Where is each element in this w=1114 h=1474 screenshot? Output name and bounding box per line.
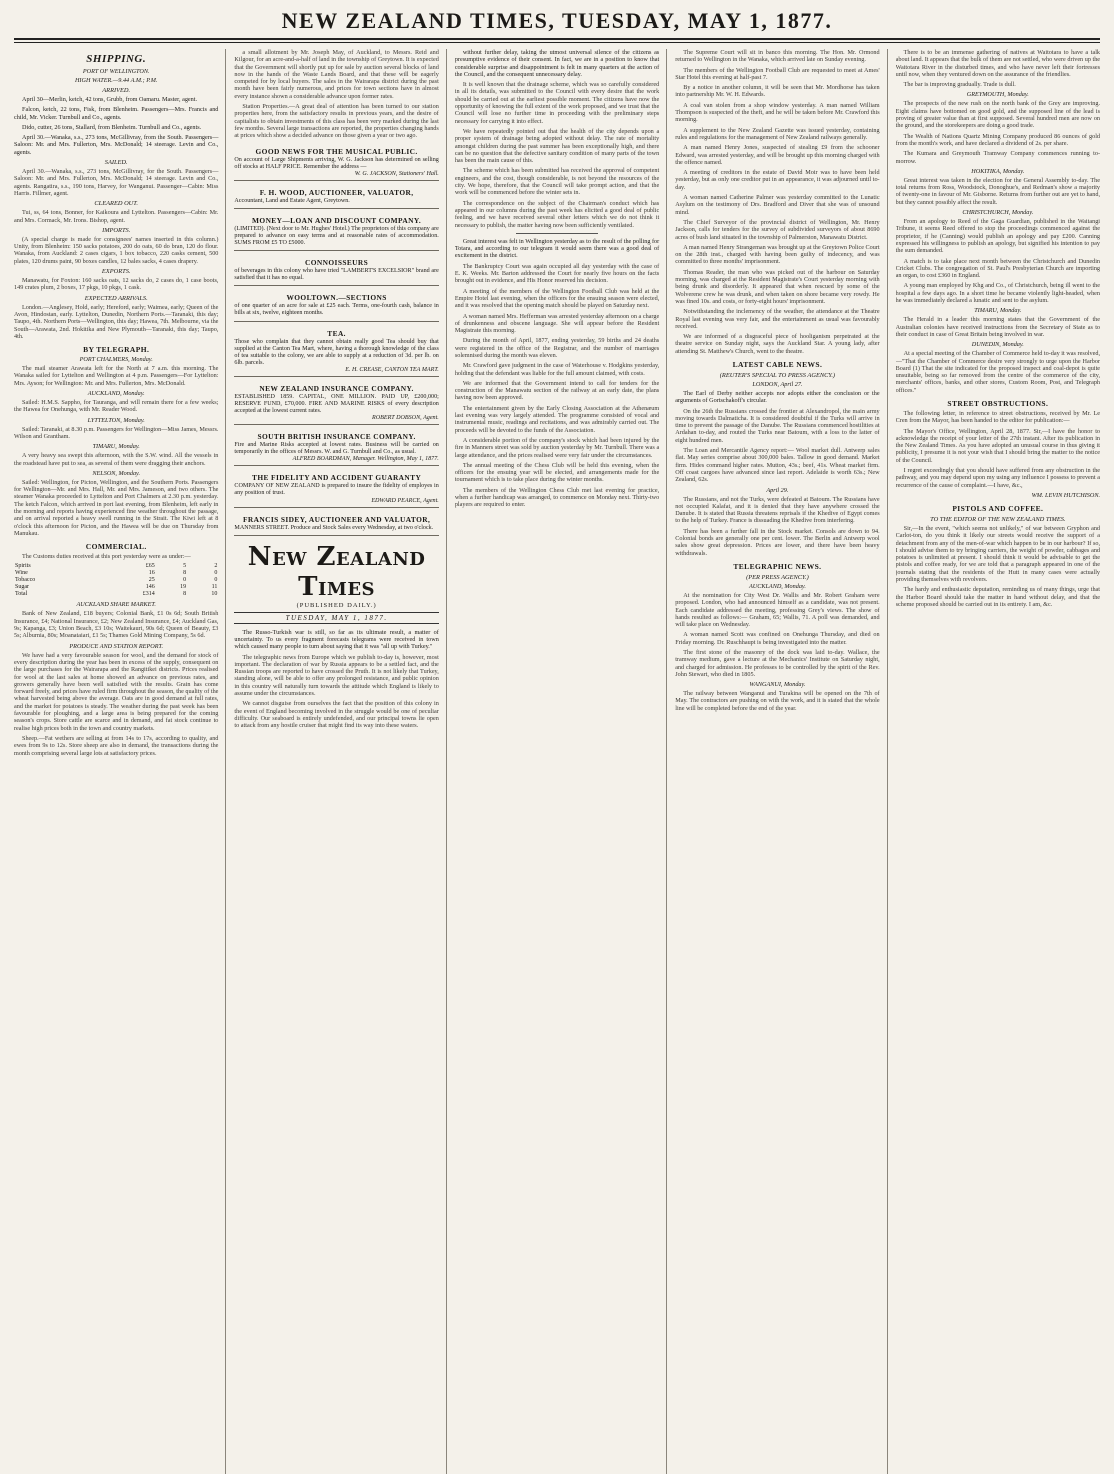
customs-row: Spirits £65 5 2: [15, 563, 218, 570]
ad-signature: ROBERT DOBSON, Agent.: [372, 415, 439, 422]
expected-heading: EXPECTED ARRIVALS.: [84, 294, 148, 302]
ad-body: On account of Large Shipments arriving, W. G. Jackson has determined on selling off stocks at HALF PRICE. Remember the address —: [234, 156, 439, 170]
ad-body: (LIMITED). (Next door to Mr. Hughes' Hotel.) The proprietors of this company are prepared to advance on easy terms and at reasonable rates of accommodation. SUMS FROM £5 TO £5000.: [234, 225, 439, 247]
pistols-sub: TO THE EDITOR OF THE NEW ZEALAND TIMES.: [930, 515, 1066, 523]
auckland-dateline: AUCKLAND, Monday.: [748, 582, 806, 590]
ad-body: Accountant, Land and Estate Agent, Greytown.: [234, 197, 350, 204]
ad-body: ESTABLISHED 1859. CAPITAL, ONE MILLION. PAID UP, £200,000; RESERVE FUND, £70,000. FIRE AND MARINE RISKS of every description accepted at the lowest current rates.: [234, 393, 439, 415]
ad-heading: TEA.: [327, 328, 346, 338]
ad-body: Fire and Marine Risks accepted at lowest rates. Business will be carried on temporarily in the offices of Messrs. W. and G. Turnbull and Co., as usual.: [234, 442, 439, 456]
advertisement: [234, 428, 438, 466]
timaru-place: TIMARU, Monday.: [92, 443, 140, 451]
london-dateline: LONDON, April 27.: [752, 380, 803, 388]
ad-heading: THE FIDELITY AND ACCIDENT GUARANTY: [251, 473, 422, 483]
ad-heading: NEW ZEALAND INSURANCE COMPANY.: [259, 383, 414, 393]
ad-body: MANNERS STREET. Produce and Stock Sales every Wednesday, at two o'clock.: [234, 524, 434, 531]
advertisement: [234, 469, 438, 507]
customs-row: Sugar 146 19 11: [15, 584, 218, 591]
ad-signature: E. H. CREASE, CANTON TEA MART.: [345, 366, 439, 373]
cable-text: The Earl of Derby neither accepts nor adopts either the conclusion or the arguments of Gortschakoff's circular.: [675, 389, 880, 405]
arrived-entry: April 30—Merlin, ketch, 42 tons, Grubb, from Oamaru. Master, agent.: [22, 96, 198, 103]
letter-signature: WM. LEVIN HUTCHISON.: [1031, 491, 1101, 499]
tide-line: HIGH WATER.—9.44 A.M.; P.M.: [74, 77, 158, 84]
customs-row: Wine 16 8 0: [15, 570, 218, 577]
advertisement: [234, 511, 438, 536]
produce-heading: PRODUCE AND STATION REPORT.: [69, 642, 164, 650]
masthead: NEW ZEALAND TIMES, TUESDAY, MAY 1, 1877.: [281, 8, 833, 33]
ad-heading: F. H. WOOD, AUCTIONEER, VALUATOR,: [259, 187, 414, 197]
lyttelton-place: LYTTELTON, Monday.: [87, 416, 145, 424]
auckland-place: AUCKLAND, Monday.: [87, 390, 145, 398]
telegraphic-sub: (PER PRESS AGENCY.): [746, 573, 809, 581]
ad-body: of beverages in this colony who have tried "LAMBERT'S EXCELSIOR" brand are satisfied that it has no equal.: [234, 268, 439, 282]
ad-heading: FRANCIS SIDEY, AUCTIONEER AND VALUATOR,: [242, 514, 431, 524]
paper-title: New Zealand Times: [247, 541, 426, 602]
columns: [14, 49, 1100, 1474]
dateline: TUESDAY, MAY 1, 1877.: [234, 612, 438, 624]
telegraphic-heading: TELEGRAPHIC NEWS.: [733, 561, 822, 571]
ad-signature: ALFRED BOARDMAN, Manager. Wellington, May 1, 1877.: [292, 456, 439, 463]
share-market-heading: AUCKLAND SHARE MARKET.: [76, 601, 156, 609]
column-advertisements: a small allotment by Mr. Joseph May, of Auckland, to Messrs. Reid and Kilgour, for an acre-and-a-half of land in the township of Greytown. It is expected that the Government will shortly put up for sale by auction several blocks of land now in the hands of the Waste Lands Board, and that these will be eagerly competed for by local buyers. The sales in the Wairarapa district during the past month have been fairly numerous, and prices for town sections have in almost every instance shown a considerable advance upon former rates. Station Properties.—A great deal of attention has been turned to our station properties here, from the satisfactory results in previous years, and the desire of capitalists to obtain investments of this class has been very marked during the last few months. Several large transactions are reported, the properties changing hands at prices which show a decided advance on those given a year or two ago. GOOD NEWS FOR THE MUSICAL PUBLIC. On account of Large Shipments arriving, W. G. Jackson has determined on selling off stocks at HALF PRICE. Remember the address — W. G. JACKSON, Stationers' Hall. F. H. WOOD, AUCTIONEER, VALUATOR, Accountant, Land and Estate Agent, Greytown. MONEY—LOAN AND DISCOUNT COMPANY. (LIMITED). (Next door to Mr. Hughes' Hotel.) The proprietors of this company are prepared to advance on easy terms and at reasonable rates of accommodation. SUMS FROM £5 TO £5000. CONNOISSEURS of beverages in this colony who have tried "LAMBERT'S EXCELSIOR" brand are satisfied that it has no equal. WOOLTOWN.—SECTIONS of one quarter of an acre for sale at £25 each. Terms, one-fourth cash, balance in bills at six, twelve, eighteen months. TEA. Those who complain that they cannot obtain really good Tea should buy that supplied at the Canton Tea Mart, where, having a thorough knowledge of the class of tea suitable to the colony, we are able to supply at a reduction of 3d. per lb. on 6lb. parcels. E. H. CREASE, CANTON TEA MART. NEW ZEALAND INSURANCE COMPANY. ESTABLISHED 1859. CAPITAL, ONE MILLION. PAID UP, £200,000; RESERVE FUND, £70,000. FIRE AND MARINE RISKS of every description accepted at the lowest current rates. ROBERT DOBSON, Agent. SOUTH BRITISH INSURANCE COMPANY. Fire and Marine Risks accepted at lowest rates. Business will be carried on temporarily in the offices of Messrs. W. and G. Turnbull and Co., as usual. ALFRED BOARDMAN, Manager. Wellington, May 1, 1877. THE FIDELITY AND ACCIDENT GUARANTY COMPANY OF NEW ZEALAND is prepared to insure the fidelity of employes in any position of trust. EDWARD PEARCE, Agent. FRANCIS SIDEY, AUCTIONEER AND VALUATOR, MANNERS STREET. Produce and Stock Sales every Wednesday, at two o'clock. New Zealand Times (PUBLISHED DAILY.) TUESDAY, MAY 1, 1877. The Russo-Turkish war is still, so far as its ultimate result, a matter of uncertainty. To us every fragment forecasts telegrams were received in town which caused many people to turn about saying that it was "all up with Turkey." The telegraphic news from Europe which we publish to-day is, however, most important. The declaration of war by Russia appears to be a settled fact, and the Russian troops are reported to have crossed the Pruth. It is not likely that Turkey, standing alone, will be able to offer any prolonged resistance, and public opinion in this country will naturally turn towards the attitude which England is likely to assume under the circumstances. We cannot disguise from ourselves the fact that the position of this colony in the event of England becoming involved in the struggle would be one of peculiar difficulty. Our seaboard is entirely undefended, and our principal towns lie open to attack from any hostile cruiser that might find its way into these waters.: [234, 49, 446, 1474]
arrived-heading: ARRIVED.: [102, 87, 131, 94]
ad-body: COMPANY OF NEW ZEALAND is prepared to insure the fidelity of employes in any position of trust.: [234, 483, 439, 497]
ad-heading: GOOD NEWS FOR THE MUSICAL PUBLIC.: [255, 146, 418, 156]
advertisement: [234, 184, 438, 209]
telegraph-place: PORT CHALMERS, Monday.: [79, 356, 153, 364]
obstructions-heading: STREET OBSTRUCTIONS.: [947, 398, 1049, 408]
ad-signature: W. G. JACKSON, Stationers' Hall.: [354, 170, 439, 177]
ad-heading: WOOLTOWN.—SECTIONS: [286, 293, 387, 303]
ad-body: of one quarter of an acre for sale at £25 each. Terms, one-fourth cash, balance in bills at six, twelve, eighteen months.: [234, 303, 439, 317]
ad-heading: CONNOISSEURS: [305, 258, 369, 268]
column-news: The Supreme Court will sit in banco this morning. The Hon. Mr. Ormond returned to Wellington in the Wanaka, which arrived late on Sunday evening. The members of the Wellington Football Club are requested to meet at Ames' Star Hotel this evening at half-past 7. By a notice in another column, it will be seen that Mr. Mordhorse has taken into partnership Mr. W. H. Edwards. A coal van stolen from a shop window yesterday. A man named William Thompson is suspected of the theft, and he will be taken before Mr. Crawford this morning. A supplement to the New Zealand Gazette was issued yesterday, containing rules and regulations for the management of New Zealand railways generally. A man named Henry Jones, suspected of stealing £9 from the schooner Edward, was arrested yesterday, and will be brought up this morning charged with the offence named. A meeting of creditors in the estate of David Moir was to have been held yesterday, but as only one creditor put in an appearance, it was adjourned until to-day. A woman named Catherine Palmer was yesterday committed to the Lunatic Asylum on the testimony of Drs. Bradford and Diver that she was of unsound mind. The Chief Surveyor of the provincial district of Wellington, Mr. Henry Jackson, calls for tenders for the survey of subdivided surveyors of about 8690 acres of bush land situated in the township of Palmerston, Manawatu District. A man named Henry Strangeman was brought up at the Greytown Police Court on the 28th inst., charged with having been guilty of indecency, and was committed to three months' imprisonment. Thomas Reader, the man who was picked out of the harbour on Saturday morning, was charged at the Resident Magistrate's Court yesterday morning with being drunk and disorderly. It appeared that when rescued by some of the Wolverene crew he was drunk, and when taken on shore became very rowdy. He was fined 10s. and costs, or forty-eight hours' imprisonment. Notwithstanding the inclemency of the weather, the attendance at the Theatre Royal last evening was very fair, and the entertainment as usual was favourably received. We are informed of a disgraceful piece of hooliganism perpetrated at the theatre service on Sunday night, says the Auckland Star. A young lady, after attending St. Matthew's Church, went to the theatre. LATEST CABLE NEWS. (REUTER'S SPECIAL TO PRESS AGENCY.) LONDON, April 27. The Earl of Derby neither accepts nor adopts either the conclusion or the arguments of Gortschakoff's circular. On the 26th the Russians crossed the frontier at Alexandropol, the main army moving towards Dalmaticha. It is considered doubtful if the Turks will arrive in time to prevent the passage of the Danube. The Russians commenced hostilities at Ardahan to-day, and routed the Turks near Batoum, with a loss to the latter of eight hundred men. The Loan and Mercantile Agency report:— Wool market dull. Antwerp sales flat. May series comprise about 300,000 bales. Tallow in good demand. Market firm. Hides command higher rates. Mutton, 43s.; beef, 41s. Wheat market firm. Off coast cargoes have advanced since last report. Adelaide is worth 63s.; New Zealand, 62s. April 29. The Russians, and not the Turks, were defeated at Batoum. The Russians have not occupied Kalafat, and it is denied that they have anywhere crossed the Danube. It is stated that Russia threatens reprisals if the Khedive of Egypt comes to the help of Turkey. France is dissuading the Khedive from interfering. There has been a further fall in the Stock market. Consols are down to 94. Colonial bonds are generally one per cent. lower. The Berlin and Antwerp wool sales show great depression. Prices are lower, and there have been heavy withdrawals. TELEGRAPHIC NEWS. (PER PRESS AGENCY.) AUCKLAND, Monday. At the nomination for City West Dr. Wallis and Mr. Robert Graham were proposed. London, who had announced himself as a candidate, was not present. Each candidate addressed the meeting, professing Grey's views. The show of hands resulted as follows:— Graham, 65; Wallis, 71. A poll was demanded, and will take place on Wednesday. A woman named Scott was confined on Onehunga Thursday, and died on Friday morning. Dr. Ruschhaupt is being investigated into the matter. The first stone of the masonry of the dock was laid to-day. Wallace, the tramway medium, gave a lecture at the Mechanics' Institute on Saturday night, and charged for admission. He professes to be controlled by the spirit of the Rev. John Stewart, who died in 1805. WANGANUI, Monday. The railway between Wanganui and Turakina will be opened on the 7th of May. The contractors are pushing on with the work, and it is stated that the whole line will be completed before the end of the year.: [675, 49, 887, 1474]
pistols-heading: PISTOLS AND COFFEE.: [952, 503, 1044, 513]
customs-row: Tobacco 25 0 0: [15, 577, 218, 584]
customs-row: Total £314 8 10: [15, 591, 218, 598]
arrived-entry: April 30.—Wanaka, s.s., 273 tons, McGillivray, from the South. Passengers—Saloon: Mr. and Mrs. Fullerton, Mrs. McDonald; 14 steerage. Levin and Co., agents.: [14, 134, 219, 156]
customs-table: [14, 563, 218, 598]
imports-heading: IMPORTS.: [102, 226, 131, 234]
paper-subtitle: (PUBLISHED DAILY.): [296, 601, 377, 609]
advertisement: [234, 325, 438, 377]
ad-body: Those who complain that they cannot obtain really good Tea should buy that supplied at the Canton Tea Mart, where, having a thorough knowledge of the class of tea suitable to the colony, we are able to supply at a reduction of 3d. per lb. on 6lb. parcels.: [234, 338, 439, 366]
local-news: Great interest was felt in Wellington yesterday as to the result of the polling for Totara, and according to our telegram it would seem there was a good deal of excitement in the district.: [454, 237, 660, 260]
ad-signature: EDWARD PEARCE, Agent.: [371, 497, 439, 504]
commercial-heading: COMMERCIAL.: [85, 542, 147, 552]
ad-heading: MONEY—LOAN AND DISCOUNT COMPANY.: [252, 215, 422, 225]
advertisement: [234, 143, 438, 181]
advertisement: [234, 289, 438, 321]
nelson-place: NELSON, Monday.: [92, 469, 141, 477]
advertisement: [234, 254, 438, 286]
sailed-heading: SAILED.: [104, 159, 128, 167]
exports-heading: EXPORTS.: [101, 268, 131, 276]
telegraph-heading: BY TELEGRAPH.: [83, 345, 150, 355]
editorial-opening: The Russo-Turkish war is still, so far as its ultimate result, a matter of uncertainty. To us every fragment forecasts telegrams were received in town which caused many people to turn about saying that it was "all up with Turkey.": [234, 628, 439, 651]
section-divider: [516, 233, 598, 234]
arrived-entry: Falcon, ketch, 22 tons, Fisk, from Blenheim. Passengers—Mrs. Francis and child, Mr. Vicker. Turnbull and Co., agents.: [14, 106, 219, 121]
masthead-rule: [14, 38, 1100, 43]
advertisement: [234, 380, 438, 425]
column-correspondence: There is to be an immense gathering of natives at Waitotara to have a talk about land. It appears that the bulk of them are not settled, who were driven up the Waitotara River in the disturbed times, and who have never left their fortresses until now, when they ventured down on the assurance of the friendlies. The bar is improving gradually. Trade is dull. GREYMOUTH, Monday. The prospects of the new rush on the north bank of the Grey are improving. Eight claims have bottomed on good gold, and the supposed line of the lead is proving of greater value than at first supposed. Several hundred men are now on the ground, and the storekeepers are doing a good trade. The Wealth of Nations Quartz Mining Company produced 86 ounces of gold from the month's work, and have declared a dividend of 2s. per share. The Kumara and Greymouth Tramway Company commences running to-morrow. HOKITIKA, Monday. Great interest was taken in the election for the General Assembly to-day. The total returns from Ross, Woodstock, Donoghue's, and Redman's show a majority of twenty-one in favour of Mr. Gisborne. Returns from further out are yet to hand, but they cannot possibly affect the result. CHRISTCHURCH, Monday. From an apology to Reed of the Gaga Guardian, published in the Waitangi Tribune, it seems Reed offered to stop the proceedings commenced against the proprietor, if he (Canning) would publish an apology and pay £200. Canning expressed his willingness to publish an apology, but signified his intention to pay the sum demanded. A match is to take place next month between the Christchurch and Dunedin Cricket Clubs. The congregation of St. Paul's Presbyterian Church are importing an organ, to cost £360 in England. A young man employed by Khg and Co., of Christchurch, being ill went to the hospital a few days ago. In a short time he became violently light-headed, when he was immediately declared a lunatic and sent to the asylum. TIMARU, Monday. The Herald in a leader this morning states that the Government of the Australian colonies have received instructions from the Secretary of State as to their conduct in case of Great Britain being involved in war. DUNEDIN, Monday. At a special meeting of the Chamber of Commerce held to-day it was resolved,—"That the Chamber of Commerce desire very strongly to urge upon the Harbor Board (1) That the site indicated for the proposed inspect and coal-depot is quite unsuitable, being so far removed from the centre of the commerce of the city, merchants' offices, banks, and other stores, Custom Room, Post, and Telegraph offices." STREET OBSTRUCTIONS. The following letter, in reference to street obstructions, received by Mr. Le Cren from the Mayor, has been handed to the editor for publication:— The Mayor's Office, Wellington, April 28, 1877. Sir,—I have the honor to acknowledge the receipt of your letter of the 27th instant. After its publication in the New Zealand Times. As you have adopted an unusual course in thus giving it publicity, I presume it is not your wish that I should bring the matter to the notice of the Council. I regret exceedingly that you should have suffered from any obstruction in the pathway, and you may depend upon my using any influence I possess to prevent a recurrence of the cause of complaint.—I have, &c., WM. LEVIN HUTCHISON. PISTOLS AND COFFEE. TO THE EDITOR OF THE NEW ZEALAND TIMES. Sir,—In the event, "which seems not unlikely," of war between Gryphon and Carlot-ton, do you think it likely our streets would receive the support of a detachment from any of the men-of-war which happen to be in our harbour? If so, I should advise them to try bringing carriers, the weight of powder, cabbages and potatoes is unlimited at present. I should think it would be advisable to get the pistols and coffee ready, for we are told that a paragraph appeared in one of the journals stating that the residents of the Hutt in many cases were actually providing themselves with revolvers. The hardy and enthusiastic deputation, reminding us of many things, urge that the Harbor Board should take the matter in hand without delay, and that the scheme proposed should be carried out in its entirety. I am, &c.: [895, 49, 1101, 608]
latest-cable-heading: LATEST CABLE NEWS.: [732, 359, 823, 369]
advertisement: [234, 212, 438, 251]
latest-cable-sub: (REUTER'S SPECIAL TO PRESS AGENCY.): [719, 371, 836, 379]
editorial-continued: without further delay, taking the utmost universal silence of the citizens as presumptive evidence of their consent. In fact, we are in a position to know that considerable surprise and disappointment is felt in many quarters at the action of the Council, and the consequent unnecessary delay.: [454, 49, 660, 78]
port-heading: PORT OF WELLINGTON.: [82, 68, 150, 75]
shipping-heading: SHIPPING.: [86, 53, 147, 65]
ad-heading: SOUTH BRITISH INSURANCE COMPANY.: [257, 432, 416, 442]
column-editorial: without further delay, taking the utmost universal silence of the citizens as presumptive evidence of their consent. In fact, we are in a position to know that considerable surprise and disappointment is felt in many quarters at the action of the Council, and the consequent unnecessary delay. It is well known that the drainage scheme, which was so carefully considered in all its details, was submitted to the Council with every desire that the work should be carried out at the earliest possible moment. The citizens have now the opportunity of knowing the full extent of the work proposed, and we trust that the Council will lose no further time in proceeding with the preliminary steps necessary for carrying it into effect. We have repeatedly pointed out that the health of the city depends upon a proper system of drainage being adopted without delay. The rate of mortality amongst children during the past summer has been exceptionally high, and there can be no question that the defective sanitary condition of many parts of the town has been the main cause of this. The scheme which has been submitted has received the approval of competent engineers, and the cost, though considerable, is not beyond the resources of the city. We hope, therefore, that the Council will take prompt action, and that the work will be commenced before the winter sets in. The correspondence on the subject of the Chairman's conduct which has appeared in our columns during the past week has elicited a good deal of public feeling, and we have received several other letters which we do not think it necessary to publish, the matter having now been sufficiently ventilated. Great interest was felt in Wellington yesterday as to the result of the polling for Totara, and according to our telegram it would seem there was a good deal of excitement in the district. The Bankruptcy Court was again occupied all day yesterday with the case of E. K. Weeks. Mr. Barton addressed the Court for nearly five hours on the facts brought out in evidence, and His Honor reserved his decision. A meeting of the members of the Wellington Football Club was held at the Empire Hotel last evening, when the officers for the ensuing season were elected, and it was resolved that the opening match should be played on Saturday next. A woman named Mrs. Hefferman was arrested yesterday afternoon on a charge of drunkenness and obscene language. She will appear before the Resident Magistrate this morning. During the month of April, 1877, ending yesterday, 59 births and 24 deaths were registered in the office of the Registrar, and the number of marriages solemnised during the month was eleven. Mr. Crawford gave judgment in the case of Waterhouse v. Hodgkins yesterday, holding that the defendant was liable for the full amount claimed, with costs. We are informed that the Government intend to call for tenders for the construction of the Manawatu section of the railway at an early date, the plans having now been approved. The entertainment given by the Early Closing Association at the Athenæum last evening was very largely attended. The programme consisted of vocal and instrumental music, readings and recitations, and was admirably carried out. The proceeds will be devoted to the funds of the Association. A considerable portion of the company's stock which had been injured by the fire in Manners street was sold by auction yesterday by Mr. Turnbull. There was a large attendance, and the prices realised were very fair under the circumstances. The annual meeting of the Chess Club will be held this evening, when the officers for the ensuing year will be elected, and arrangements made for the tournament which is to take place during the winter months. The members of the Wellington Chess Club met last evening for practice, when a further handicap was arranged, to commence on Monday next. Thirty-two players are required to enter.: [455, 49, 667, 1474]
column-shipping: SHIPPING. PORT OF WELLINGTON. HIGH WATER.—9.44 A.M.; P.M. ARRIVED. April 30—Merlin, ketch, 42 tons, Grubb, from Oamaru. Master, agent. Falcon, ketch, 22 tons, Fisk, from Blenheim. Passengers—Mrs. Francis and child, Mr. Vicker. Turnbull and Co., agents. Dido, cutter, 26 tons, Stallard, from Blenheim. Turnbull and Co., agents. April 30.—Wanaka, s.s., 273 tons, McGillivray, from the South. Passengers—Saloon: Mr. and Mrs. Fullerton, Mrs. McDonald; 14 steerage. Levin and Co., agents. SAILED. April 30.—Wanaka, s.s., 273 tons, McGillivray, for the South. Passengers—Saloon: Mr. and Mrs. Fullerton, Mrs. McDonald; 14 steerage. Levin and Co., agents. Rangatira, s.s., 190 tons, Harvey, for Wanganui. Passenger—Cabin: Miss Harris. Fillmer, agent. CLEARED OUT. Tui, ss, 64 tons, Bonner, for Kaikoura and Lyttelton. Passengers—Cabin: Mr. and Mrs. Cormack, Mr. Irons. Bishop, agent. IMPORTS. (A special charge is made for consignees' names inserted in this column.) Unity, from Blenheim: 150 sacks potatoes, 200 do oats, 60 do bran, 120 do flour. Wanaka, from Auckland: 2 cases cigars, 1 box tobacco, 220 casks cement, 500 plates, 120 drums paint, 90 boxes candles, 12 bales sacks, 4 cases drapery. EXPORTS. Manawatu, for Foxton: 160 sacks oats, 12 sacks do, 2 cases do, 1 case boots, 149 crates plum, 2 boxes, 17 pkgs, 10 pkgs, 1 cask. EXPECTED ARRIVALS. London.—Anglesey, Hold, early; Hereford, early; Waimea, early; Queen of the Avon, Hindostan, early. Lyttelton, Dunedin, Northern Ports.—Taranaki, this day; Taupo, 4th. Northern Ports—Wellington, this day; Hawea, 7th. Melbourne, via the South—Arawata, 2nd. Hokitika and New Plymouth—Taranaki, this day; Taupo, 4th. BY TELEGRAPH. PORT CHALMERS, Monday. The mail steamer Arawata left for the North at 7 a.m. this morning. The Wanaka sailed for Lyttelton and Wellington at 4 p.m. Passengers—For Lyttelton: Mrs. Ayson; for Wellington: Mr. and Mrs. Fullerton, Mrs. McDonald. AUCKLAND, Monday. Sailed: H.M.S. Sappho, for Tauranga, and will remain there for a few weeks; the Hawea for Onehunga, with Mr. Reader Wood. LYTTELTON, Monday. Sailed: Taranaki, at 8.30 p.m. Passengers for Wellington—Miss James, Messrs. Wilson and Grantham. TIMARU, Monday. A very heavy sea swept this afternoon, with the S.W. wind. All the vessels in the roadstead have put to sea, as several of them were dragging their anchors. NELSON, Monday. Sailed: Wellington, for Picton, Wellington, and the Southern Ports. Passengers for Wellington—Mr. and Mrs. Hall, Mr. and Mrs. Jameson, and two others. The steamer Wanaka proceeded to Lyttelton and Port Chalmers at 2.30 p.m. yesterday. The ketch Falcon, which arrived in port last evening, from Blenheim, left early in the morning and reports having experienced fine weather throughout the passage, and on arrival reported a heavy swell running in the Strait. The Kiwi left at 8 o'clock this afternoon for Picton, and the Hawea will be due on Thursday from Manukau. COMMERCIAL. The Customs duties received at this port yesterday were as under:— Spirits £65 5 2 Wine 16 8 0 Tobacco 25 0 0 Sugar 146 19 11 Total £314 8 10 AUCKLAND SHARE MARKET. Bank of New Zealand, £18 buyers; Colonial Bank, £1 0s 6d; South British Insurance, £4; National Insurance, £2; New Zealand Insurance, £4; Auckland Gas, 9s; Kapanga, £3; Union Beach, £3 10s; Waitekauri, 90s 6d; Queen of Beauty, £3 5s; Alburnia, 80s; Moanataiari, £1 5s; Thames Gold Mining Company, 5s 6d. PRODUCE AND STATION REPORT. We have had a very favourable season for wool, and the demand for stock of every description during the year has been in excess of the supply, consequent on the large purchases for the Wairarapa and the Rangitikei districts. Prices realised for wool at the last sales at home showed an advance on previous rates, and growers generally have been well satisfied with the results. Grain has come forward freely, and prices have ruled firm throughout the season, the quality of the wheat harvested being above the average. Oats are in good demand at full rates, and the market for potatoes is steady. The weather during the past week has been favourable for ploughing, and a large area is being prepared for the coming season's crops. Store cattle are scarce and in demand, and fat stock continue to realise high prices both in the town and country markets. Sheep.—Fat wethers are selling at from 14s to 17s, according to quality, and ewes from 9s to 12s. Store sheep are also in demand, the transactions during the month comprising several large lots at satisfactory prices.: [14, 49, 226, 1474]
arrived-entry: Dido, cutter, 26 tons, Stallard, from Blenheim. Turnbull and Co., agents.: [22, 123, 202, 131]
cleared-heading: CLEARED OUT.: [94, 200, 138, 208]
